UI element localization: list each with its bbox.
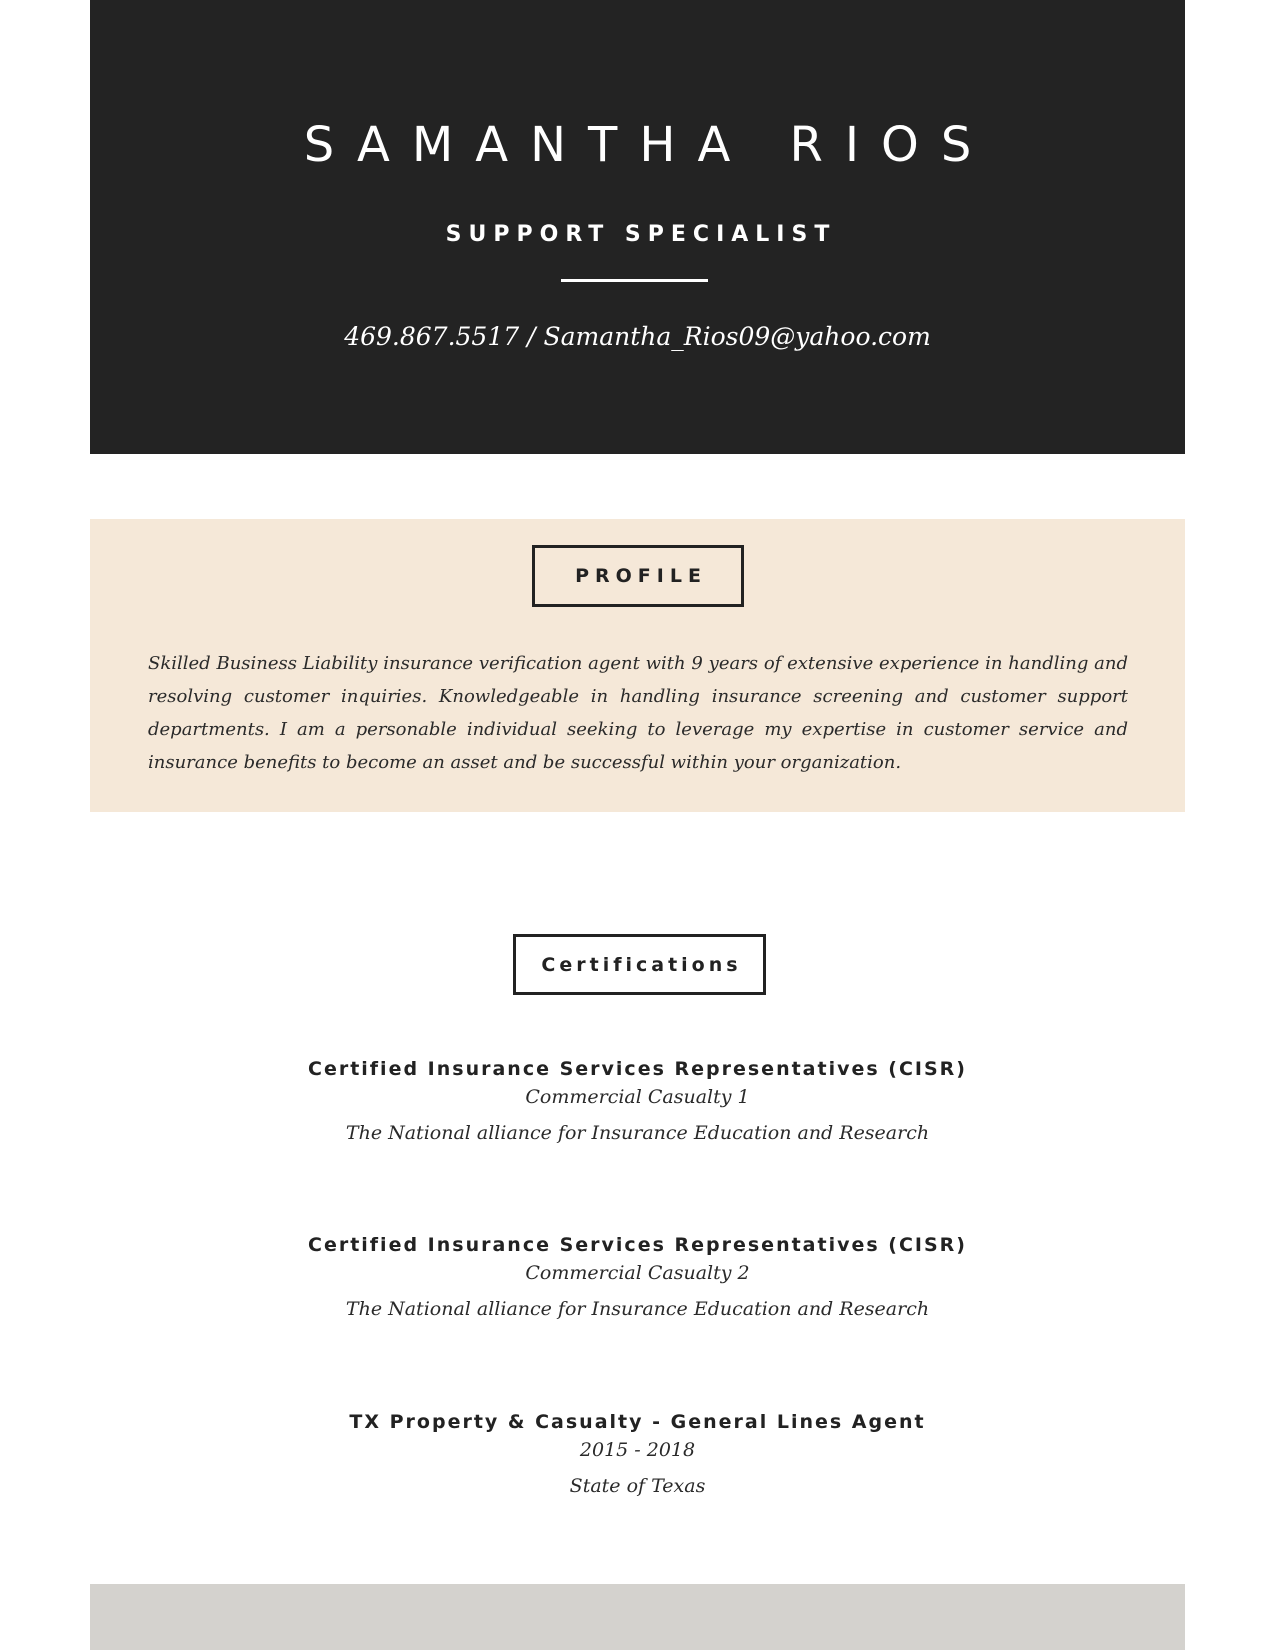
certification-organization: State of Texas <box>569 1475 706 1497</box>
profile-summary: Skilled Business Liability insurance verification agent with 9 years of extensive experience in handling and resolving customer inquiries. Knowledgeable in handling insurance screening and customer support departments. I am a personable individual seeking to leverage my expertise in customer service and insurance benefits to become an asset and be successful within your organization. <box>148 653 1128 773</box>
header-divider <box>561 279 708 282</box>
certifications-heading: Certifications <box>513 934 766 995</box>
candidate-name: SAMANTHA RIOS <box>303 117 994 173</box>
profile-section <box>90 519 1185 812</box>
certification-organization: The National alliance for Insurance Education and Research <box>345 1122 930 1144</box>
certification-detail: 2015 - 2018 <box>579 1439 696 1461</box>
certification-name: Certified Insurance Services Representatives (CISR) <box>308 1058 967 1080</box>
certification-name: TX Property & Casualty - General Lines Agent <box>349 1411 926 1433</box>
job-title: SUPPORT SPECIALIST <box>445 222 837 247</box>
certification-organization: The National alliance for Insurance Education and Research <box>345 1298 930 1320</box>
profile-heading: PROFILE <box>532 545 744 607</box>
certification-detail: Commercial Casualty 1 <box>525 1086 750 1108</box>
footer-band <box>90 1584 1185 1650</box>
certification-detail: Commercial Casualty 2 <box>525 1262 750 1284</box>
contact-info: 469.867.5517 / Samantha_Rios09@yahoo.com <box>344 322 931 351</box>
resume-header <box>90 0 1185 454</box>
certification-name: Certified Insurance Services Representatives (CISR) <box>308 1234 967 1256</box>
